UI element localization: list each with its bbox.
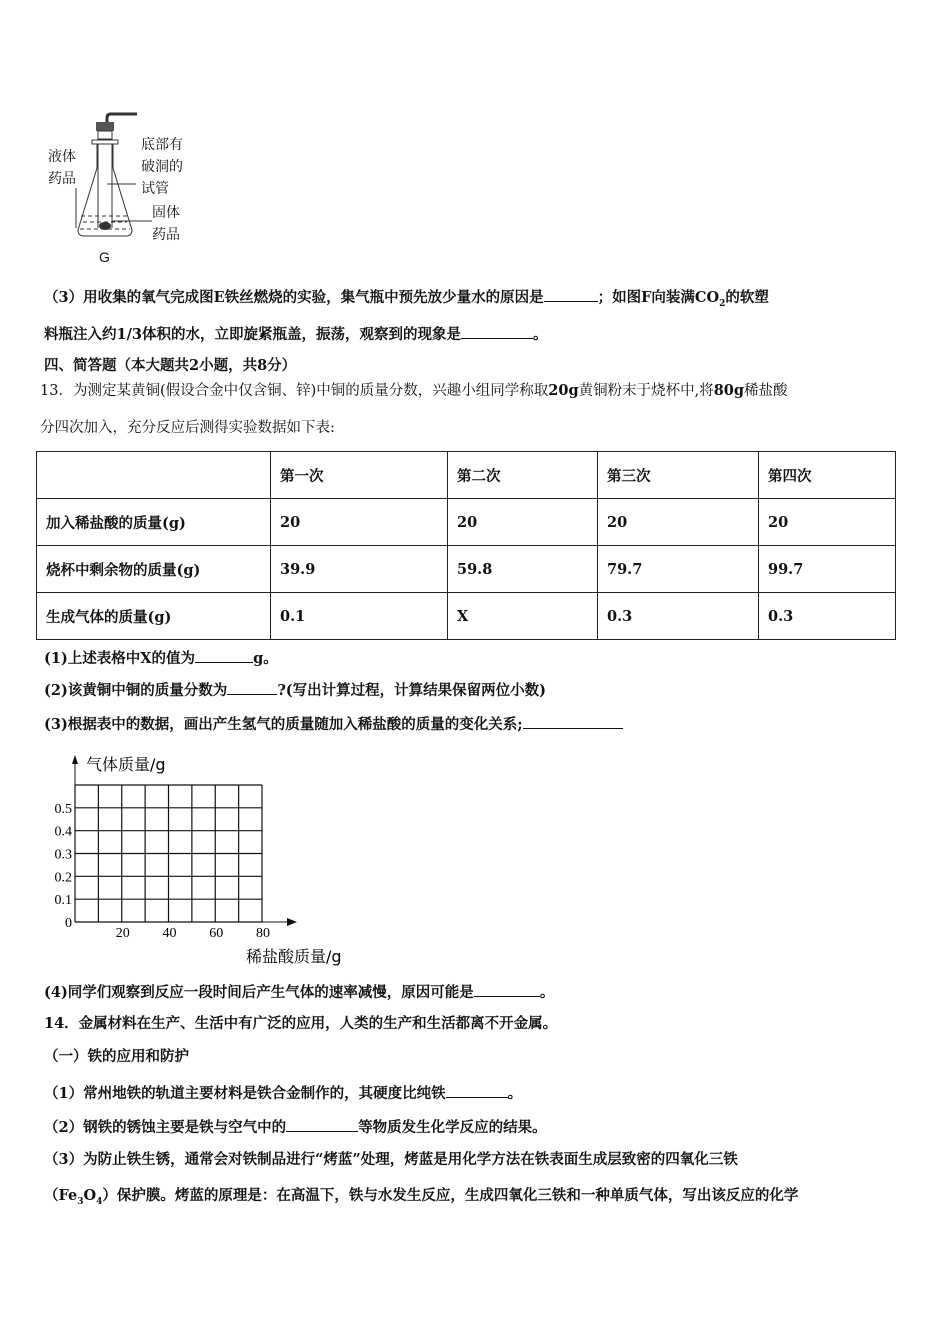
table-row bbox=[37, 593, 896, 640]
cell: 59.8 bbox=[448, 546, 598, 593]
y-tick-label: 0 bbox=[65, 916, 72, 931]
y-tick-label: 0.5 bbox=[54, 801, 72, 817]
cell: 20 bbox=[448, 499, 598, 546]
row-label: 烧杯中剩余物的质量(g) bbox=[37, 546, 271, 593]
q14-s2: （2）钢铁的锈蚀主要是铁与空气中的 等物质发生化学反应的结果。 bbox=[44, 1119, 547, 1136]
x-tick-label: 20 bbox=[115, 926, 130, 941]
q14-part1: （一）铁的应用和防护 bbox=[44, 1048, 189, 1065]
tube-label-2: 破洞的 bbox=[141, 159, 183, 175]
cell: X bbox=[448, 593, 598, 640]
figure-caption: G bbox=[99, 249, 110, 265]
q13-intro-line2: 分四次加入，充分反应后测得实验数据如下表: bbox=[40, 420, 335, 436]
q14-intro: 14．金属材料在生产、生活中有广泛的应用，人类的生产和生活都离不开金属。 bbox=[44, 1015, 558, 1032]
y-tick-label: 0.1 bbox=[54, 893, 72, 909]
y-axis-label: 气体质量/g bbox=[86, 755, 166, 774]
table-row bbox=[37, 499, 896, 546]
cell: 39.9 bbox=[271, 546, 448, 593]
cell: 0.1 bbox=[271, 593, 448, 640]
cell: 20 bbox=[759, 499, 896, 546]
q14-s1: （1）常州地铁的轨道主要材料是铁合金制作的，其硬度比纯铁 。 bbox=[44, 1085, 523, 1102]
q13-intro: 13．为测定某黄铜(假设合金中仅含铜、锌)中铜的质量分数，兴趣小组同学称取20g黄铜粉末于烧杯中,将80g稀盐酸 bbox=[40, 382, 788, 399]
q13-sub4: (4)同学们观察到反应一段时间后产生气体的速率减慢，原因可能是 。 bbox=[44, 984, 555, 1001]
cell: 99.7 bbox=[759, 546, 896, 593]
y-axis-arrow bbox=[72, 755, 78, 764]
x-tick-label: 40 bbox=[162, 926, 177, 941]
row-label: 生成气体的质量(g) bbox=[37, 593, 271, 640]
y-tick-label: 0.2 bbox=[54, 870, 72, 886]
cell: 20 bbox=[598, 499, 759, 546]
solid-label-2: 药品 bbox=[152, 227, 180, 243]
cell: 0.3 bbox=[598, 593, 759, 640]
cell: 20 bbox=[271, 499, 448, 546]
cell: 0.3 bbox=[759, 593, 896, 640]
table-row bbox=[37, 546, 896, 593]
tube-label-3: 试管 bbox=[141, 181, 169, 197]
x-tick-label: 60 bbox=[209, 926, 224, 941]
solid-label-1: 固体 bbox=[152, 205, 180, 221]
q13-sub3: (3)根据表中的数据，画出产生氢气的质量随加入稀盐酸的质量的变化关系; bbox=[44, 714, 623, 734]
q14-s3-line1: （3）为防止铁生锈，通常会对铁制品进行“烤蓝”处理，烤蓝是用化学方法在铁表面生成层致密的四氧化三铁 bbox=[44, 1151, 738, 1168]
x-tick-label: 80 bbox=[256, 926, 270, 941]
q14-s3-line2: $(Fe_3O_4)$保护膜。烤蓝的原理是：在高温下，铁与水发生反应，生成四氧化三铁和一种单质气体，写出该反应的化学 bbox=[44, 1187, 799, 1207]
x-axis-label: 稀盐酸质量/g bbox=[246, 947, 342, 966]
header-cell: 第四次 bbox=[759, 452, 896, 499]
header-cell: 第二次 bbox=[448, 452, 598, 499]
y-tick-label: 0.3 bbox=[54, 847, 72, 863]
q3-line1: （3）用收集的氧气完成图E铁丝燃烧的实验，集气瓶中预先放少量水的原因是 ；如图F向装满$CO_2$的软塑 bbox=[44, 289, 769, 309]
section-title: 四、简答题（本大题共2小题，共8分） bbox=[44, 357, 297, 374]
header-cell: 第一次 bbox=[271, 452, 448, 499]
header-cell bbox=[37, 452, 271, 499]
row-label: 加入稀盐酸的质量(g) bbox=[37, 499, 271, 546]
gas-mass-grid-chart bbox=[0, 740, 400, 974]
x-axis-arrow bbox=[287, 918, 297, 926]
tube-label-1: 底部有 bbox=[141, 137, 183, 153]
liquid-label-2: 药品 bbox=[48, 171, 76, 187]
table-header-row bbox=[37, 452, 896, 499]
experiment-data-table bbox=[36, 451, 896, 640]
q13-sub2: (2)该黄铜中铜的质量分数为 ?(写出计算过程，计算结果保留两位小数) bbox=[44, 682, 547, 699]
cell: 79.7 bbox=[598, 546, 759, 593]
y-tick-label: 0.4 bbox=[54, 824, 72, 840]
liquid-label-1: 液体 bbox=[48, 149, 76, 165]
q3-line2: 料瓶注入约1/3体积的水，立即旋紧瓶盖，振荡，观察到的现象是 。 bbox=[44, 326, 548, 343]
header-cell: 第三次 bbox=[598, 452, 759, 499]
q13-sub1: (1)上述表格中X的值为 g。 bbox=[44, 650, 278, 667]
